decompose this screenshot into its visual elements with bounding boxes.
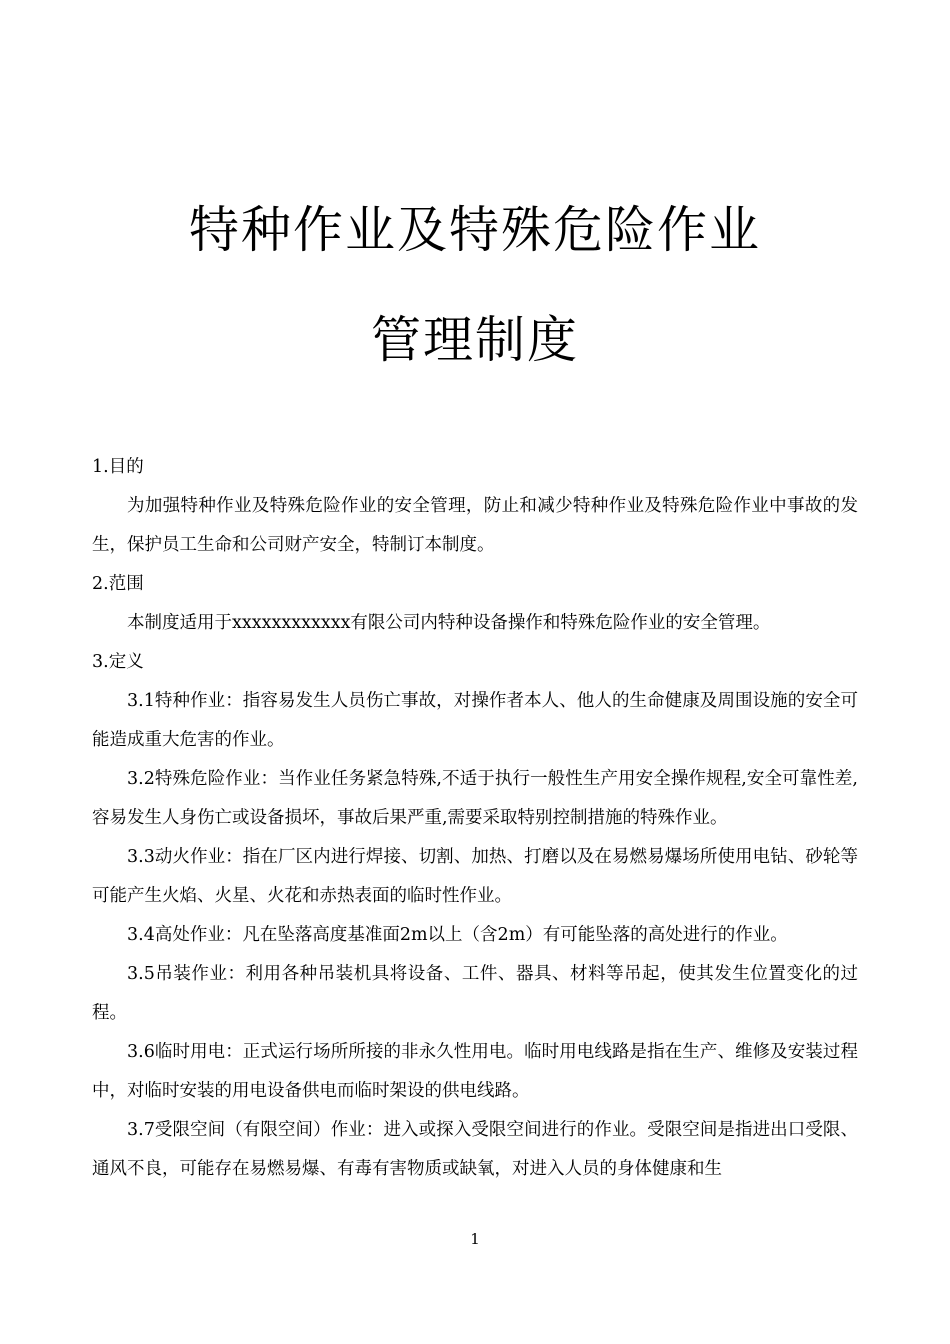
definition-lifting-operation: 3.5吊装作业：利用各种吊装机具将设备、工件、器具、材料等吊起，使其发生位置变化的过程。	[92, 964, 858, 1023]
paragraph-scope: 本制度适用于xxxxxxxxxxxx有限公司内特种设备操作和特殊危险作业的安全管理。	[127, 613, 771, 633]
document-title-line1: 特种作业及特殊危险作业	[189, 201, 761, 259]
definition-special-dangerous-operation: 3.2特殊危险作业：当作业任务紧急特殊,不适于执行一般性生产用安全操作规程,安全可靠性差,容易发生人身伤亡或设备损坏，事故后果严重,需要采取特别控制措施的特殊作业。	[92, 769, 858, 828]
definition-confined-space: 3.7受限空间（有限空间）作业：进入或探入受限空间进行的作业。受限空间是指进出口受限、通风不良，可能存在易燃易爆、有毒有害物质或缺氧，对进入人员的身体健康和生	[92, 1120, 858, 1179]
section-heading-purpose: 1.目的	[92, 457, 144, 477]
definition-hot-work: 3.3动火作业：指在厂区内进行焊接、切割、加热、打磨以及在易燃易爆场所使用电钻、砂轮等可能产生火焰、火星、火花和赤热表面的临时性作业。	[92, 847, 858, 906]
document-body	[92, 448, 858, 1189]
definition-work-at-height: 3.4高处作业：凡在坠落高度基准面2m以上（含2m）有可能坠落的高处进行的作业。	[127, 925, 788, 945]
section-heading-definitions: 3.定义	[92, 652, 144, 672]
section-heading-scope: 2.范围	[92, 574, 144, 594]
definition-special-operation: 3.1特种作业：指容易发生人员伤亡事故，对操作者本人、他人的生命健康及周围设施的安全可能造成重大危害的作业。	[92, 691, 858, 750]
page-number: 1	[470, 1230, 480, 1248]
paragraph-purpose: 为加强特种作业及特殊危险作业的安全管理，防止和减少特种作业及特殊危险作业中事故的发生，保护员工生命和公司财产安全，特制订本制度。	[92, 496, 858, 555]
document-title-line2: 管理制度	[371, 311, 579, 369]
definition-temporary-electricity: 3.6临时用电：正式运行场所所接的非永久性用电。临时用电线路是指在生产、维修及安装过程中，对临时安装的用电设备供电而临时架设的供电线路。	[92, 1042, 858, 1101]
